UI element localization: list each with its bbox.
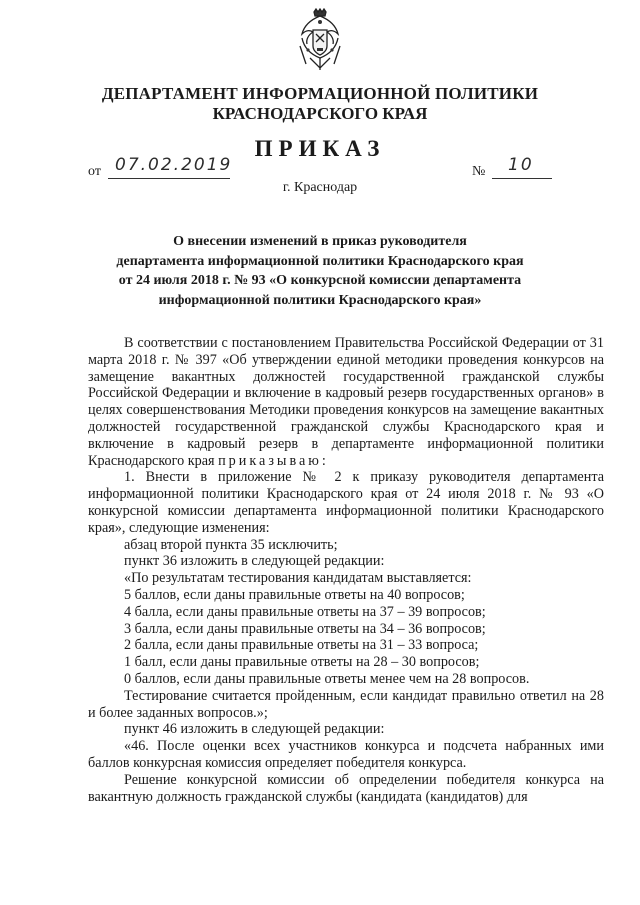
handwritten-date: 07.02.2019 <box>115 155 233 175</box>
testing-passed-paragraph: Тестирование считается пройденным, если кандидат правильно ответил на 28 и более заданных вопросов.»; <box>88 687 604 721</box>
score-line: 2 балла, если даны правильные ответы на 31 – 33 вопроса; <box>124 637 479 654</box>
item-1-paragraph: 1. Внести в приложение № 2 к приказу руководителя департамента информационной политики Краснодарского края от 24 июля 2018 г. № 93 «О конкурсной комиссии департамента информационной политики Краснодарского края», следующие изменения: <box>88 469 604 536</box>
department-name-line2: КРАСНОДАРСКОГО КРАЯ <box>212 104 428 123</box>
coat-of-arms-emblem <box>296 8 344 72</box>
date-prefix: от <box>88 164 101 179</box>
order-title <box>100 232 540 310</box>
intro-paragraph <box>88 335 604 469</box>
score-line: 4 балла, если даны правильные ответы на 37 – 39 вопросов; <box>124 603 486 620</box>
order-body <box>88 335 604 805</box>
city-label: г. Краснодар <box>282 180 358 195</box>
amendment-line: пункт 46 изложить в следующей редакции: <box>124 721 385 738</box>
handwritten-number: 10 <box>508 155 534 175</box>
order-title-line: департамента информационной политики Краснодарского края <box>116 253 524 269</box>
number-prefix: № <box>472 164 486 179</box>
amendment-line: пункт 36 изложить в следующей редакции: <box>124 553 385 570</box>
score-line: 5 баллов, если даны правильные ответы на 40 вопросов; <box>124 586 465 603</box>
score-line: 3 балла, если даны правильные ответы на 34 – 36 вопросов; <box>124 620 486 637</box>
document-type-title: ПРИКАЗ <box>254 136 386 161</box>
decision-paragraph: Решение конкурсной комиссии об определении победителя конкурса на вакантную должность гражданской службы (кандидата (кандидатов) для <box>88 771 604 805</box>
number-underline <box>492 178 552 179</box>
score-line: 1 балл, если даны правильные ответы на 28 – 30 вопросов; <box>124 654 480 671</box>
order-title-line: О внесении изменений в приказ руководителя <box>173 234 467 249</box>
date-underline <box>108 178 230 179</box>
department-name-line1: ДЕПАРТАМЕНТ ИНФОРМАЦИОННОЙ ПОЛИТИКИ <box>101 84 539 103</box>
amendment-line: «По результатам тестирования кандидатам выставляется: <box>124 570 472 587</box>
amendment-line: абзац второй пункта 35 исключить; <box>124 536 338 553</box>
order-word: приказываю: <box>218 452 329 469</box>
intro-text: В соответствии с постановлением Правительства Российской Федерации от 31 марта 2018 г. № 397 «Об утверждении единой методики проведения конкурсов на замещение вакантных должностей государственной гражданской службы Российской Федерации и включение в кадровый резерв государственных органов» в целях совершенствования Методики проведения конкурсов на замещение вакантных должностей государственной гражданской службы Краснодарского края и включение в кадровый резерв в департаменте информационной политики Краснодарского края <box>88 335 604 469</box>
order-title-line: информационной политики Краснодарского края» <box>158 292 482 308</box>
point-46-paragraph: «46. После оценки всех участников конкурса и подсчета набранных ими баллов конкурсная комиссия определяет победителя конкурса. <box>88 738 604 771</box>
score-line: 0 баллов, если даны правильные ответы менее чем на 28 вопросов. <box>124 670 530 687</box>
order-title-line: от 24 июля 2018 г. № 93 «О конкурсной комиссии департамента <box>118 273 522 288</box>
